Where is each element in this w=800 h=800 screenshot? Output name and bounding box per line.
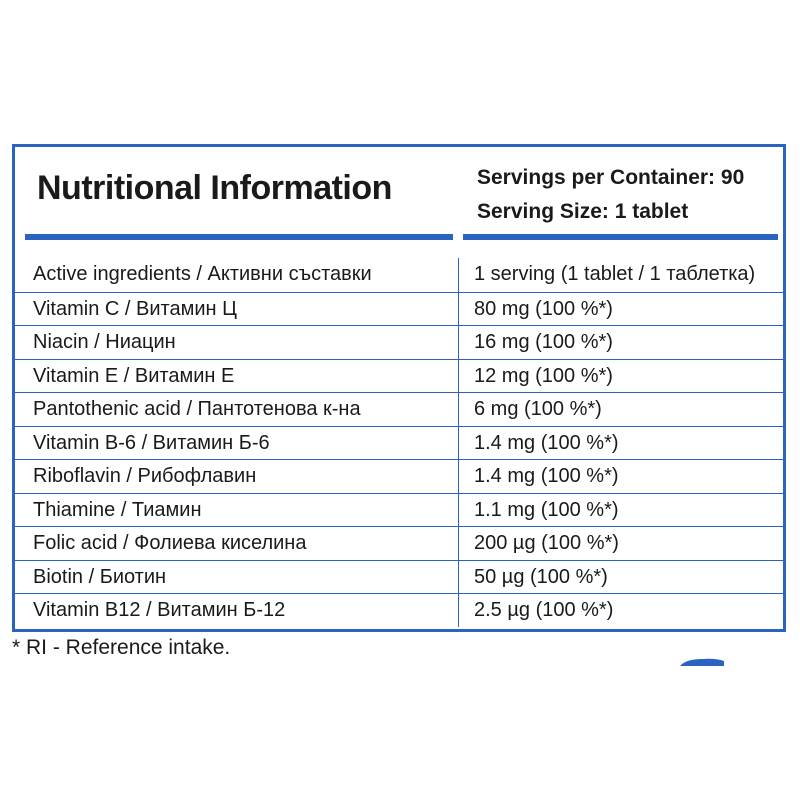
- nutrient-name: Riboflavin / Рибофлавин: [33, 465, 257, 487]
- nutrient-amount: 16 mg (100 %*): [474, 331, 613, 353]
- table-row: [15, 258, 783, 292]
- header-rule-right: [463, 234, 778, 240]
- nutrient-amount: 80 mg (100 %*): [474, 297, 613, 320]
- nutrient-name: Thiamine / Тиамин: [33, 498, 202, 521]
- nutrient-amount: 1 serving (1 tablet / 1 таблетка): [474, 263, 756, 285]
- nutrient-amount: 200 µg (100 %*): [474, 532, 619, 554]
- table-row: [15, 560, 783, 594]
- nutrient-amount: 1.4 mg (100 %*): [474, 465, 619, 487]
- table-row: [15, 359, 783, 393]
- cropped-text-fragment: [524, 658, 644, 668]
- nutrient-name: Vitamin E / Витамин Е: [33, 364, 235, 387]
- table-row: [15, 526, 783, 560]
- nutrient-amount: 50 µg (100 %*): [474, 565, 608, 588]
- nutrient-name: Vitamin B-6 / Витамин Б-6: [33, 431, 270, 454]
- nutrient-table: [15, 258, 783, 627]
- serving-info: [477, 161, 744, 229]
- page-title: Nutritional Information: [37, 169, 392, 207]
- nutrient-amount: 12 mg (100 %*): [474, 364, 613, 387]
- nutrient-amount: 6 mg (100 %*): [474, 398, 602, 420]
- table-row: [15, 493, 783, 527]
- nutrient-amount: 1.1 mg (100 %*): [474, 498, 619, 521]
- footnote: * RI - Reference intake.: [12, 636, 231, 659]
- nutrient-name: Biotin / Биотин: [33, 565, 167, 588]
- table-row: [15, 459, 783, 493]
- table-row: [15, 292, 783, 326]
- table-row: [15, 392, 783, 426]
- nutrient-name: Pantothenic acid / Пантотенова к-на: [33, 398, 361, 420]
- cropped-logo-fragment: [680, 658, 724, 666]
- table-row: [15, 593, 783, 627]
- serving-size: Serving Size: 1 tablet: [477, 200, 689, 223]
- table-row: [15, 426, 783, 460]
- nutrition-panel: [12, 144, 786, 632]
- nutrient-name: Active ingredients / Активни съставки: [33, 263, 372, 285]
- nutrient-name: Vitamin C / Витамин Ц: [33, 297, 237, 320]
- nutrient-amount: 1.4 mg (100 %*): [474, 431, 619, 454]
- servings-per-container: Servings per Container: 90: [477, 166, 745, 189]
- nutrient-amount: 2.5 µg (100 %*): [474, 599, 614, 621]
- nutrient-name: Folic acid / Фолиева киселина: [33, 532, 307, 554]
- header-rule-left: [25, 234, 453, 240]
- nutrient-name: Vitamin B12 / Витамин Б-12: [33, 599, 286, 621]
- table-row: [15, 325, 783, 359]
- nutrient-name: Niacin / Ниацин: [33, 331, 176, 353]
